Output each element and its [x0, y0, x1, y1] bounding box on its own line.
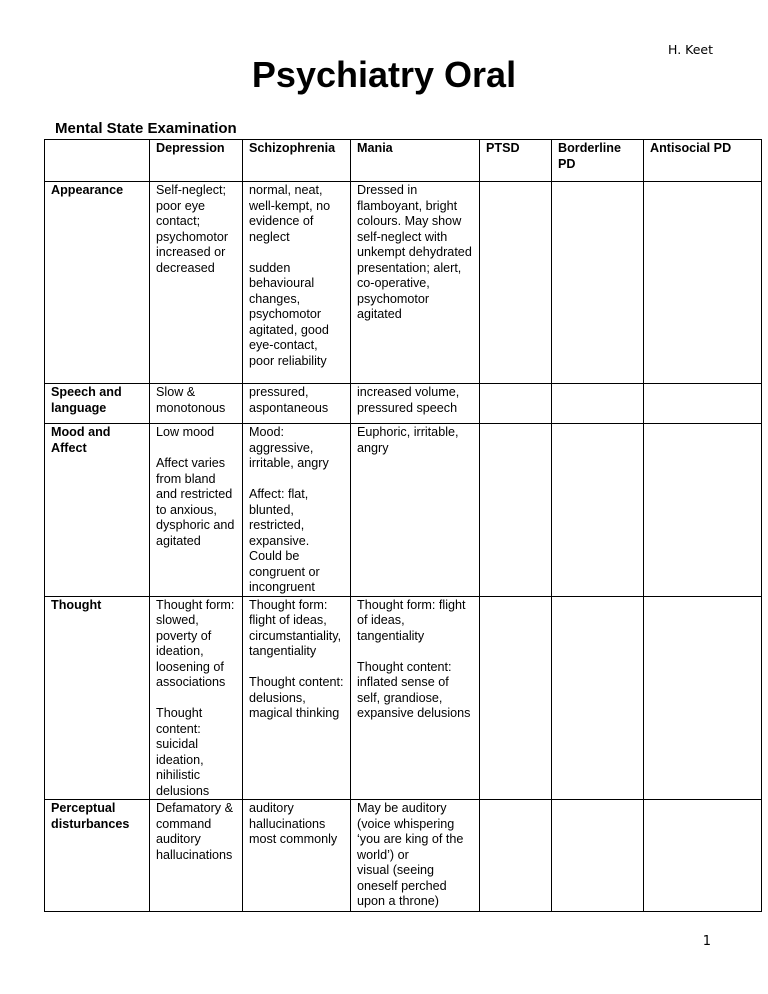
author-name: H. Keet — [668, 42, 713, 57]
row-label: Thought — [45, 596, 150, 800]
header-ptsd: PTSD — [480, 140, 552, 182]
cell-text-line: auditory hallucinations most commonly — [249, 801, 338, 846]
cell-text-line — [357, 644, 473, 660]
cell-text-line: normal, neat, well-kempt, no evidence of neglect — [249, 183, 331, 244]
cell-borderline — [552, 596, 644, 800]
cell-antisocial — [644, 800, 762, 912]
table-row — [45, 424, 762, 597]
cell-antisocial — [644, 596, 762, 800]
cell-text-line: Thought form: slowed, poverty of ideation, loosening of associations — [156, 597, 235, 689]
cell-depression — [150, 424, 243, 597]
header-row — [45, 140, 762, 182]
cell-mania — [351, 596, 480, 800]
cell-text-line: Dressed in flamboyant, bright colours. May show self-neglect with unkempt dehydrated presentation; alert, co-operative, psychomotor agitated — [357, 183, 472, 321]
cell-schizophrenia — [243, 800, 351, 912]
row-label: Appearance — [45, 182, 150, 384]
cell-text-line — [249, 245, 344, 261]
cell-text-line: Thought content: inflated sense of self, grandiose, expansive delusions — [357, 659, 471, 720]
cell-depression — [150, 384, 243, 424]
cell-borderline — [552, 424, 644, 597]
cell-text-line: Mood: aggressive, irritable, angry — [249, 425, 329, 470]
row-label: Perceptual disturbances — [45, 800, 150, 912]
header-mania: Mania — [351, 140, 480, 182]
cell-depression — [150, 596, 243, 800]
cell-schizophrenia — [243, 182, 351, 384]
cell-text-line — [249, 472, 344, 488]
cell-schizophrenia — [243, 424, 351, 597]
cell-text-line: visual (seeing oneself perched upon a throne) — [357, 863, 447, 908]
cell-ptsd — [480, 182, 552, 384]
cell-text-line: Self-neglect; poor eye contact; psychomotor increased or decreased — [156, 183, 229, 275]
cell-antisocial — [644, 182, 762, 384]
table-row — [45, 596, 762, 800]
table-row — [45, 182, 762, 384]
cell-borderline — [552, 182, 644, 384]
cell-text-line: May be auditory (voice whispering ‘you are king of the world’) or — [357, 801, 464, 862]
header-empty — [45, 140, 150, 182]
cell-ptsd — [480, 800, 552, 912]
cell-text-line: Thought form: flight of ideas, tangentiality — [357, 597, 466, 643]
cell-text-line — [156, 691, 236, 707]
cell-text-line: Low mood — [156, 425, 215, 439]
cell-antisocial — [644, 384, 762, 424]
header-borderline: Borderline PD — [552, 140, 644, 182]
cell-text-line: Thought content: delusions, magical thinking — [249, 675, 344, 720]
cell-text-line: sudden behavioural changes, psychomotor agitated, good eye-contact, poor reliability — [249, 260, 329, 368]
table-row — [45, 384, 762, 424]
table-row — [45, 800, 762, 912]
cell-mania — [351, 424, 480, 597]
header-antisocial: Antisocial PD — [644, 140, 762, 182]
cell-mania — [351, 800, 480, 912]
cell-ptsd — [480, 424, 552, 597]
cell-schizophrenia — [243, 384, 351, 424]
row-label: Mood and Affect — [45, 424, 150, 597]
cell-ptsd — [480, 596, 552, 800]
cell-borderline — [552, 384, 644, 424]
cell-borderline — [552, 800, 644, 912]
cell-text-line: pressured, aspontaneous — [249, 385, 329, 415]
cell-ptsd — [480, 384, 552, 424]
header-schizophrenia: Schizophrenia — [243, 140, 351, 182]
cell-text-line: Affect: flat, blunted, restricted, expansive. Could be congruent or incongruent — [249, 487, 320, 594]
cell-mania — [351, 384, 480, 424]
cell-antisocial — [644, 424, 762, 597]
row-label: Speech and language — [45, 384, 150, 424]
cell-text-line: Thought form: flight of ideas, circumstantiality, tangentiality — [249, 597, 342, 658]
section-title: Mental State Examination — [55, 120, 237, 137]
cell-text-line — [249, 660, 344, 676]
cell-text-line: Slow & monotonous — [156, 385, 226, 415]
cell-text-line: Affect varies from bland and restricted to anxious, dysphoric and agitated — [156, 456, 235, 548]
cell-schizophrenia — [243, 596, 351, 800]
cell-text-line — [156, 441, 236, 457]
cell-text-line: increased volume, pressured speech — [357, 385, 460, 415]
cell-text-line: Defamatory & command auditory hallucinations — [156, 801, 233, 862]
header-depression: Depression — [150, 140, 243, 182]
page-title: Psychiatry Oral — [251, 54, 517, 95]
page-number: 1 — [702, 934, 711, 949]
cell-depression — [150, 800, 243, 912]
cell-text-line: Euphoric, irritable, angry — [357, 425, 459, 455]
cell-depression — [150, 182, 243, 384]
cell-text-line: Thought content: suicidal ideation, nihilistic delusions — [156, 706, 210, 798]
cell-mania — [351, 182, 480, 384]
mse-table — [44, 139, 762, 912]
